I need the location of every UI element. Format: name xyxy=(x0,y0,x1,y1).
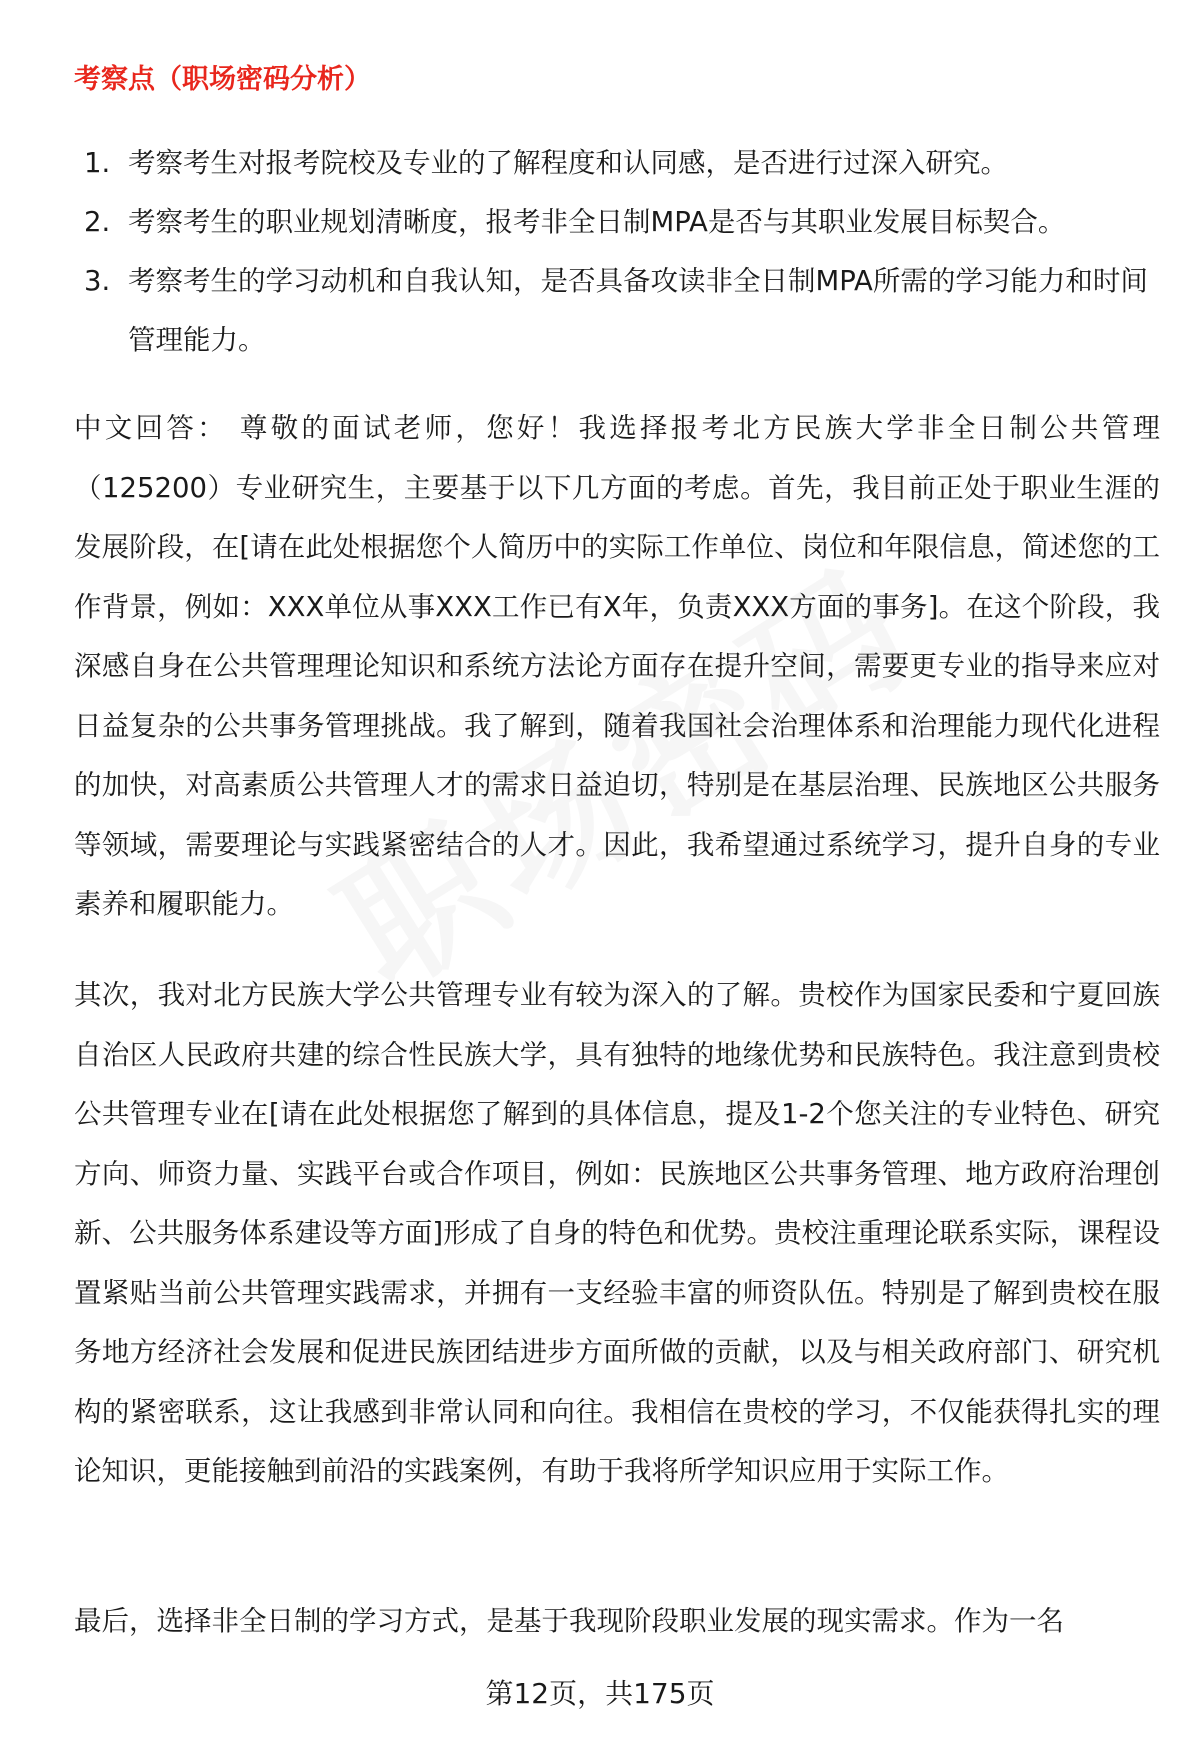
answer-paragraph-intro: 中文回答： 尊敬的面试老师，您好！我选择报考北方民族大学非全日制公共管理（125200）专业研究生，主要基于以下几方面的考虑。首先，我目前正处于职业生涯的发展阶段，在[请在此处根据您个人简历中的实际工作单位、岗位和年限信息，简述您的工作背景，例如：XXX单位从事XXX工作已有X年，负责XXX方面的事务]。在这个阶段，我深感自身在公共管理理论知识和系统方法论方面存在提升空间，需要更专业的指导来应对日益复杂的公共事务管理挑战。我了解到，随着我国社会治理体系和治理能力现代化进程的加快，对高素质公共管理人才的需求日益迫切，特别是在基层治理、民族地区公共服务等领域，需要理论与实践紧密结合的人才。因此，我希望通过系统学习，提升自身的专业素养和履职能力。 xyxy=(74,412,1160,920)
page-number: 第12页，共175页 xyxy=(485,1677,715,1710)
list-number: 1. xyxy=(84,147,111,179)
list-item xyxy=(74,134,1154,193)
assessment-points-list xyxy=(74,134,1154,370)
section-title: 考察点（职场密码分析） xyxy=(74,64,371,95)
list-number: 3. xyxy=(84,265,111,297)
list-item-text: 考察考生的职业规划清晰度，报考非全日制MPA是否与其职业发展目标契合。 xyxy=(128,206,1066,238)
list-item-text: 考察考生对报考院校及专业的了解程度和认同感，是否进行过深入研究。 xyxy=(128,147,1008,179)
list-item-text: 考察考生的学习动机和自我认知，是否具备攻读非全日制MPA所需的学习能力和时间管理能力。 xyxy=(128,265,1148,356)
list-item xyxy=(74,193,1154,252)
list-number: 2. xyxy=(84,206,111,238)
answer-paragraph-school: 其次，我对北方民族大学公共管理专业有较为深入的了解。贵校作为国家民委和宁夏回族自治区人民政府共建的综合性民族大学，具有独特的地缘优势和民族特色。我注意到贵校公共管理专业在[请在此处根据您了解到的具体信息，提及1-2个您关注的专业特色、研究方向、师资力量、实践平台或合作项目，例如：民族地区公共事务管理、地方政府治理创新、公共服务体系建设等方面]形成了自身的特色和优势。贵校注重理论联系实际，课程设置紧贴当前公共管理实践需求，并拥有一支经验丰富的师资队伍。特别是了解到贵校在服务地方经济社会发展和促进民族团结进步方面所做的贡献，以及与相关政府部门、研究机构的紧密联系，这让我感到非常认同和向往。我相信在贵校的学习，不仅能获得扎实的理论知识，更能接触到前沿的实践案例，有助于我将所学知识应用于实际工作。 xyxy=(74,979,1160,1487)
list-item xyxy=(74,252,1154,370)
answer-paragraph-parttime: 最后，选择非全日制的学习方式，是基于我现阶段职业发展的现实需求。作为一名 xyxy=(74,1605,1064,1637)
